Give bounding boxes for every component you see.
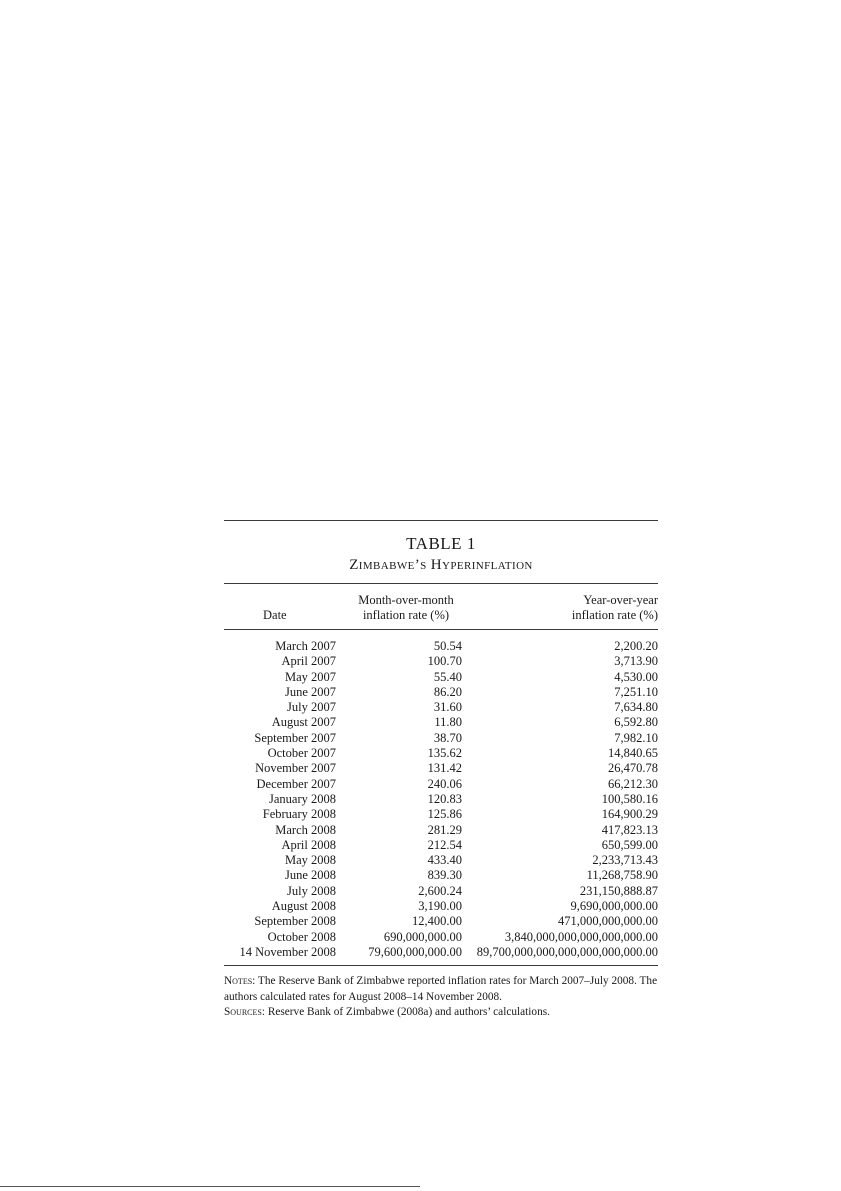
cell-yoy: 7,251.10 xyxy=(614,684,658,699)
table-row xyxy=(224,639,658,654)
cell-mom: 135.62 xyxy=(427,746,462,761)
cell-mom: 50.54 xyxy=(433,639,462,653)
cell-mom: 31.60 xyxy=(433,700,462,715)
table-row xyxy=(224,654,658,669)
cell-mom: 212.54 xyxy=(427,837,462,852)
cell-yoy: 7,982.10 xyxy=(614,730,658,745)
table-row xyxy=(224,853,658,868)
table-row xyxy=(224,700,658,715)
cell-mom: 125.86 xyxy=(427,807,462,822)
inflation-table xyxy=(224,520,658,1021)
cell-yoy: 4,530.00 xyxy=(614,669,658,684)
top-rule xyxy=(224,520,658,521)
cell-date: July 2008 xyxy=(287,883,336,898)
cell-yoy: 2,233,713.43 xyxy=(592,853,658,868)
cell-yoy: 9,690,000,000.00 xyxy=(570,899,658,914)
table-row xyxy=(224,914,658,929)
table-row xyxy=(224,807,658,822)
header-date: Date xyxy=(263,608,287,622)
cell-mom: 839.30 xyxy=(427,868,462,883)
cell-mom: 100.70 xyxy=(427,654,462,669)
table-row xyxy=(224,884,658,899)
cell-date: March 2007 xyxy=(275,639,336,653)
table-row xyxy=(224,838,658,853)
cell-date: April 2008 xyxy=(281,837,336,852)
cell-mom: 2,600.24 xyxy=(418,883,462,898)
cell-date: June 2007 xyxy=(284,684,336,699)
cell-yoy: 89,700,000,000,000,000,000,000.00 xyxy=(476,944,658,959)
cell-mom: 433.40 xyxy=(427,853,462,868)
cell-mom: 79,600,000,000.00 xyxy=(368,944,462,959)
cell-yoy: 6,592.80 xyxy=(614,715,658,730)
cell-mom: 86.20 xyxy=(433,684,462,699)
cell-yoy: 471,000,000,000.00 xyxy=(558,914,658,929)
cell-yoy: 2,200.20 xyxy=(614,639,658,653)
cell-date: January 2008 xyxy=(269,791,336,806)
cell-date: March 2008 xyxy=(275,822,336,837)
table-body xyxy=(224,630,658,965)
cell-date: October 2007 xyxy=(267,746,336,761)
table-row xyxy=(224,777,658,792)
cell-yoy: 164,900.29 xyxy=(601,807,658,822)
cell-yoy: 3,713.90 xyxy=(614,654,658,669)
cell-mom: 12,400.00 xyxy=(412,914,462,929)
cell-date: September 2008 xyxy=(254,914,336,929)
cell-date: May 2008 xyxy=(284,853,336,868)
table-row xyxy=(224,761,658,776)
table-row xyxy=(224,868,658,883)
header-mom xyxy=(336,593,468,623)
notes-label: Notes xyxy=(224,975,253,988)
cell-date: August 2008 xyxy=(271,899,336,914)
cell-date: September 2007 xyxy=(254,730,336,745)
page-bottom-line xyxy=(0,1186,420,1187)
sources-label: Sources xyxy=(224,1006,262,1019)
cell-mom: 38.70 xyxy=(433,730,462,745)
cell-date: October 2008 xyxy=(267,929,336,944)
cell-yoy: 650,599.00 xyxy=(601,837,658,852)
table-row xyxy=(224,792,658,807)
cell-date: May 2007 xyxy=(284,669,336,684)
table-row xyxy=(224,945,658,960)
cell-date: June 2008 xyxy=(284,868,336,883)
table-row xyxy=(224,930,658,945)
table-row xyxy=(224,746,658,761)
notes-text: : The Reserve Bank of Zimbabwe reported inflation rates for March 2007–July 2008. The authors calculated rates for August 2008–14 November 2008. xyxy=(224,975,658,1003)
cell-date: 14 November 2008 xyxy=(239,944,336,959)
table-row xyxy=(224,899,658,914)
table-row xyxy=(224,731,658,746)
cell-date: August 2007 xyxy=(271,715,336,730)
header-mom-line2: inflation rate (%) xyxy=(362,608,450,622)
cell-yoy: 11,268,758.90 xyxy=(586,868,658,883)
table-row xyxy=(224,823,658,838)
cell-mom: 281.29 xyxy=(427,822,462,837)
cell-mom: 55.40 xyxy=(433,669,462,684)
cell-date: July 2007 xyxy=(287,700,336,715)
cell-yoy: 100,580.16 xyxy=(601,791,658,806)
cell-mom: 131.42 xyxy=(427,761,462,776)
cell-date: April 2007 xyxy=(281,654,336,669)
cell-yoy: 231,150,888.87 xyxy=(579,883,658,898)
table-header xyxy=(224,584,658,629)
sources-paragraph xyxy=(224,1005,664,1021)
table-row xyxy=(224,685,658,700)
table-row xyxy=(224,670,658,685)
header-mom-line1: Month-over-month xyxy=(358,593,454,607)
table-title: TABLE 1 xyxy=(406,534,476,553)
cell-mom: 120.83 xyxy=(427,791,462,806)
sources-text: : Reserve Bank of Zimbabwe (2008a) and authors’ calculations. xyxy=(261,1006,550,1019)
bottom-rule xyxy=(224,965,658,966)
cell-mom: 11.80 xyxy=(434,715,462,730)
cell-date: November 2007 xyxy=(255,761,336,776)
header-yoy-line2: inflation rate (%) xyxy=(571,608,658,622)
table-subtitle: Zimbabwe’s Hyperinflation xyxy=(349,557,533,573)
cell-yoy: 3,840,000,000,000,000,000.00 xyxy=(504,929,658,944)
cell-mom: 690,000,000.00 xyxy=(383,929,462,944)
header-yoy xyxy=(468,593,658,623)
header-yoy-line1: Year-over-year xyxy=(583,593,658,607)
table-notes xyxy=(224,974,664,1021)
cell-yoy: 26,470.78 xyxy=(608,761,658,776)
cell-yoy: 7,634.80 xyxy=(614,700,658,715)
cell-date: December 2007 xyxy=(256,776,336,791)
cell-mom: 240.06 xyxy=(427,776,462,791)
notes-paragraph xyxy=(224,974,664,1005)
cell-mom: 3,190.00 xyxy=(418,899,462,914)
cell-yoy: 14,840.65 xyxy=(608,746,658,761)
cell-date: February 2008 xyxy=(262,807,336,822)
table-row xyxy=(224,715,658,730)
cell-yoy: 417,823.13 xyxy=(601,822,658,837)
cell-yoy: 66,212.30 xyxy=(608,776,658,791)
